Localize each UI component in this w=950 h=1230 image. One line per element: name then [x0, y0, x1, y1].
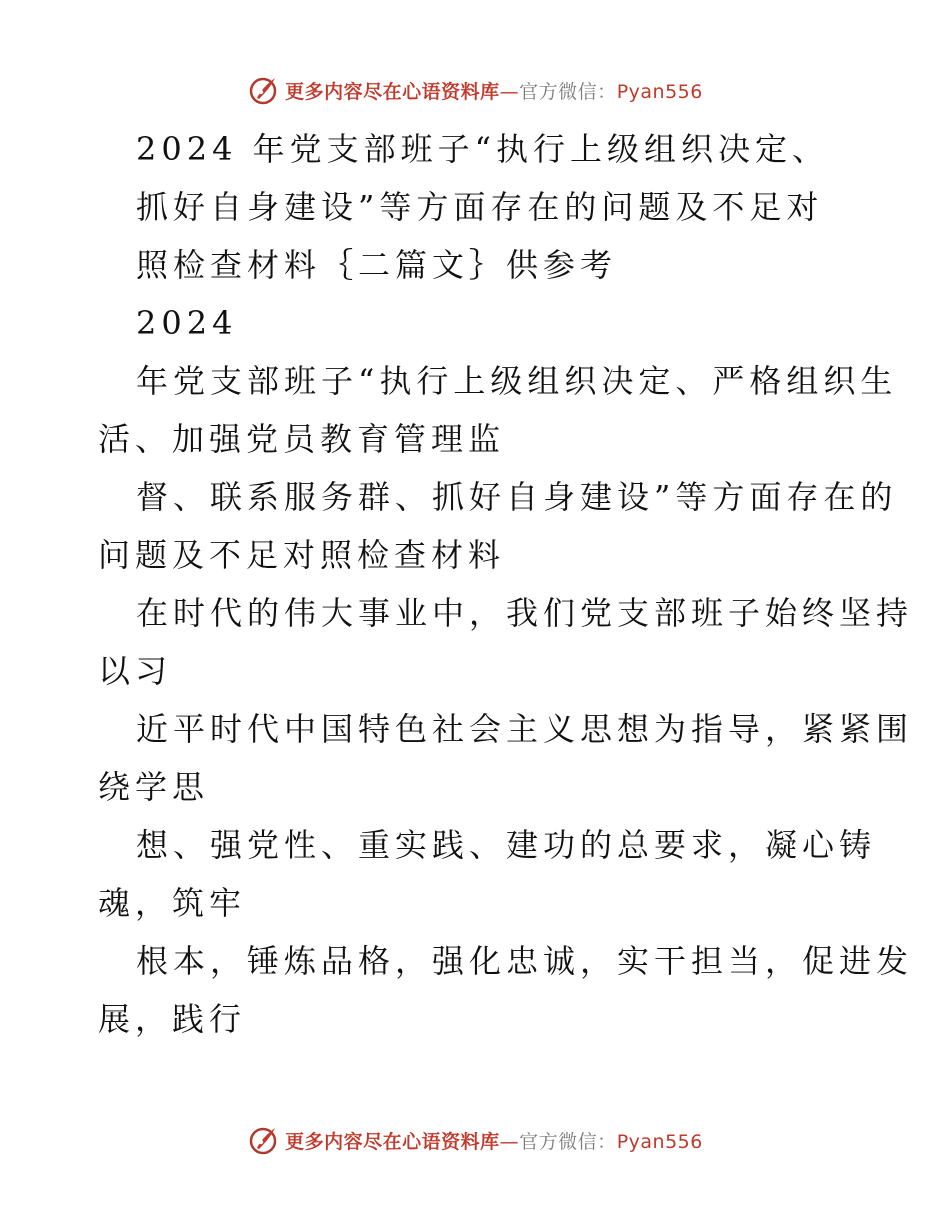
- document-line: 根本，锤炼品格，强化忠诚，实干担当，促进发: [136, 942, 914, 980]
- watermark-wechat-label: 官方微信：: [519, 80, 617, 103]
- document-body: [98, 120, 914, 1048]
- document-line: 近平时代中国特色社会主义思想为指导，紧紧围: [136, 710, 914, 748]
- document-line: 绕学思: [98, 768, 210, 806]
- footer-watermark: [0, 1120, 950, 1160]
- watermark-text: [285, 1127, 703, 1154]
- watermark-dash: —: [499, 80, 520, 103]
- watermark-text: [285, 77, 703, 104]
- document-line: 问题及不足对照检查材料: [98, 536, 506, 574]
- document-line: 想、强党性、重实践、建功的总要求，凝心铸: [136, 826, 877, 864]
- watermark-wechat-label: 官方微信：: [519, 1130, 617, 1153]
- document-line: 以习: [98, 652, 173, 690]
- document-line: 活、加强党员教育管理监: [98, 420, 506, 458]
- quill-logo-icon: [247, 74, 279, 106]
- document-line: 年党支部班子“执行上级组织决定、严格组织生: [136, 362, 898, 400]
- document-line: 2024: [136, 304, 238, 342]
- document-line: 督、联系服务群、抓好自身建设”等方面存在的: [136, 478, 898, 516]
- watermark-wechat-id: Pyan556: [616, 80, 703, 103]
- document-line: 抓好自身建设”等方面存在的问题及不足对: [136, 188, 824, 226]
- document-line: 展，践行: [98, 1000, 247, 1038]
- quill-logo-icon: [247, 1124, 279, 1156]
- document-line: 魂，筑牢: [98, 884, 247, 922]
- watermark-brand: 更多内容尽在心语资料库: [285, 80, 500, 103]
- watermark-dash: —: [499, 1130, 520, 1153]
- header-watermark: [0, 70, 950, 110]
- document-line: 在时代的伟大事业中，我们党支部班子始终坚持: [136, 594, 914, 632]
- watermark-wechat-id: Pyan556: [616, 1130, 703, 1153]
- watermark-brand: 更多内容尽在心语资料库: [285, 1130, 500, 1153]
- document-line: 照检查材料｛二篇文｝供参考: [136, 246, 618, 284]
- document-line: 2024 年党支部班子“执行上级组织决定、: [136, 130, 829, 168]
